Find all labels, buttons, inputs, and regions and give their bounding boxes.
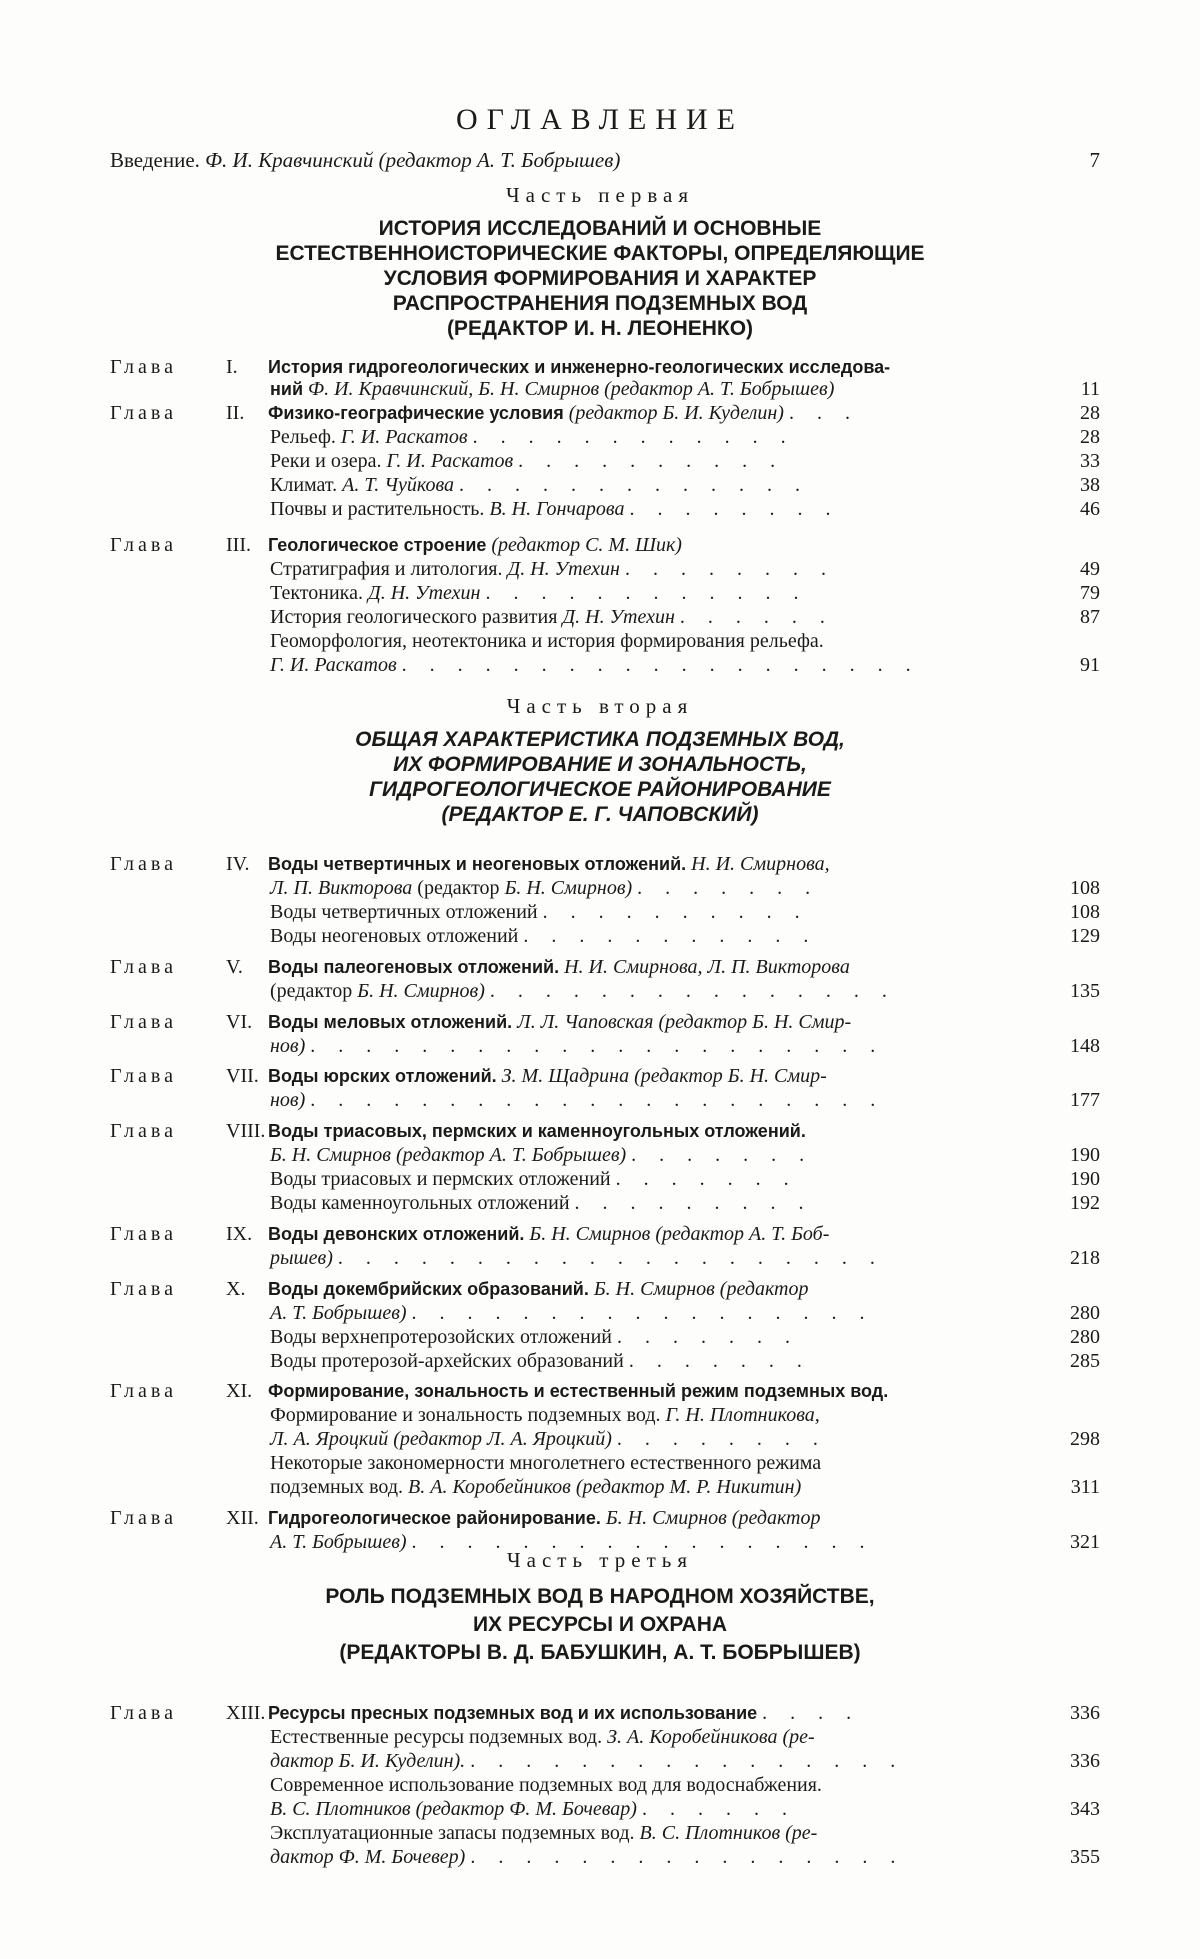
entry-dots: . . . . . . . . . . — [543, 901, 809, 923]
entry-text — [270, 1774, 822, 1797]
page-number: 177 — [1070, 1089, 1100, 1112]
entry-text — [270, 1452, 821, 1475]
entry-rest: Г. И. Раскатов — [336, 426, 468, 448]
page-number: 79 — [1080, 582, 1100, 605]
entry-text — [268, 534, 682, 557]
entry-head: Формирование, зональность и естественный режим подземных вод. — [268, 1381, 888, 1401]
entry-plain: Эксплуатационные запасы подземных вод. — [270, 1822, 635, 1844]
part-title-line: ИСТОРИЯ ИССЛЕДОВАНИЙ И ОСНОВНЫЕ — [150, 216, 1050, 241]
entry-head: ний — [270, 379, 303, 399]
entry-rest: Б. Н. Смирнов) — [352, 980, 485, 1002]
part-title-line: РОЛЬ ПОДЗЕМНЫХ ВОД В НАРОДНОМ ХОЗЯЙСТВЕ, — [150, 1583, 1050, 1611]
entry-head: Воды меловых отложений. — [268, 1012, 512, 1032]
entry-plain2: (редактор — [412, 877, 499, 899]
entry-text — [270, 1247, 884, 1270]
entry-plain: Некоторые закономерности многолетнего естественного режима — [270, 1452, 821, 1474]
entry-dots: . . . . . . . . — [625, 558, 835, 580]
page-number: 190 — [1070, 1168, 1100, 1191]
entry-text — [270, 630, 824, 653]
page-number: 108 — [1070, 877, 1100, 900]
entry-rest: Б. Н. Смирнов (редактор А. Т. Боб- — [524, 1223, 829, 1245]
entry-text — [270, 1168, 798, 1191]
entry-text — [268, 1702, 860, 1725]
entry-rest: З. А. Коробейникова (ре- — [602, 1726, 815, 1748]
page-number: 11 — [1081, 378, 1100, 401]
entry-dots: . . . . . . . . — [629, 498, 839, 520]
page-number: 148 — [1070, 1035, 1100, 1058]
entry-dots: . . . . . . . . . . . . . . . . . . . — [402, 654, 920, 676]
entry-text — [270, 1750, 904, 1773]
entry-text — [270, 1476, 801, 1499]
chapter-number: XII. — [226, 1507, 259, 1530]
entry-text — [268, 1223, 829, 1246]
entry-plain: Воды четвертичных отложений — [270, 901, 538, 923]
entry-text — [270, 654, 920, 677]
chapter-number: IV. — [226, 853, 250, 876]
page-number: 311 — [1071, 1476, 1100, 1499]
entry-rest: В. Н. Гончарова — [484, 498, 624, 520]
entry-rest: Л. А. Яроцкий (редактор Л. А. Яроцкий) — [270, 1428, 612, 1450]
entry-head: Физико-географические условия — [268, 403, 564, 423]
part-title-line: (РЕДАКТОРЫ В. Д. БАБУШКИН, А. Т. БОБРЫШЕВ) — [150, 1639, 1050, 1667]
entry-rest: В. С. Плотников (ре- — [635, 1822, 818, 1844]
entry-dots: . . . . . . . — [629, 1350, 811, 1372]
page-number: 108 — [1070, 901, 1100, 924]
part-label: Часть третья — [0, 1548, 1200, 1573]
entry-rest: В. А. Коробейников (редактор М. Р. Никитин) — [403, 1476, 801, 1498]
page-number: 336 — [1070, 1702, 1100, 1725]
page-number: 355 — [1070, 1846, 1100, 1869]
page-number: 38 — [1080, 474, 1100, 497]
entry-plain: Климат. — [270, 474, 337, 496]
entry-text — [270, 450, 784, 473]
entry-dots: . . . . . . . . . . . . . . . . — [470, 1750, 904, 1772]
entry-text — [270, 426, 795, 449]
entry-rest: З. М. Щадрина (редактор Б. Н. Смир- — [497, 1065, 827, 1087]
entry-text — [270, 1846, 904, 1869]
entry-dots: . . . . . . . . . . . . — [485, 582, 807, 604]
entry-plain: Воды каменноугольных отложений — [270, 1192, 570, 1214]
entry-text — [268, 1380, 888, 1403]
chapter-word: Глава — [110, 1702, 177, 1725]
entry-dots: . . . . . . . . — [617, 1428, 827, 1450]
entry-dots: . . . . . . . — [631, 1144, 813, 1166]
entry-text — [270, 901, 809, 924]
entry-text — [270, 1404, 820, 1427]
entry-plain: Современное использование подземных вод для водоснабжения. — [270, 1774, 822, 1796]
chapter-number: VII. — [226, 1065, 259, 1088]
entry-head: Ресурсы пресных подземных вод и их использование — [268, 1703, 757, 1723]
entry-text — [270, 1531, 874, 1554]
part-title-line: (РЕДАКТОР Е. Г. ЧАПОВСКИЙ) — [150, 802, 1050, 827]
entry-text — [270, 1144, 813, 1167]
entry-text — [270, 1798, 796, 1821]
entry-dots: . . . . . . . . . . . . . . . . — [470, 1846, 904, 1868]
chapter-number: VIII. — [226, 1120, 265, 1143]
entry-rest: Ф. И. Кравчинский, Б. Н. Смирнов (редактор А. Т. Бобрышев) — [303, 378, 834, 400]
entry-dots: . . . — [789, 402, 859, 424]
entry-text — [268, 402, 859, 425]
chapter-number: X. — [226, 1278, 245, 1301]
chapter-number: III. — [226, 534, 251, 557]
chapter-number: XIII. — [226, 1702, 265, 1725]
entry-dots: . . . . . . . . . . . . . . . . . . . . — [338, 1247, 884, 1269]
page-number: 218 — [1070, 1247, 1100, 1270]
entry-rest: Н. И. Смирнова, — [686, 853, 829, 875]
entry-rest: Г. И. Раскатов — [270, 654, 397, 676]
entry-rest: Д. Н. Утехин — [363, 582, 480, 604]
entry-rest: В. С. Плотников (редактор Ф. М. Бочевар) — [270, 1798, 637, 1820]
entry-text — [270, 582, 807, 605]
page-number: 298 — [1070, 1428, 1100, 1451]
part-title-line: РАСПРОСТРАНЕНИЯ ПОДЗЕМНЫХ ВОД — [150, 291, 1050, 316]
entry-text — [268, 1011, 851, 1034]
chapter-word: Глава — [110, 853, 177, 876]
chapter-number: IX. — [226, 1223, 252, 1246]
entry-text — [268, 956, 850, 979]
entry-text — [270, 378, 834, 401]
entry-text — [270, 1350, 811, 1373]
entry-text — [270, 980, 896, 1003]
entry-head: Воды четвертичных и неогеновых отложений. — [268, 854, 686, 874]
entry-plain: Реки и озера. — [270, 450, 382, 472]
entry-text — [270, 558, 835, 581]
chapter-word: Глава — [110, 956, 177, 979]
entry-text — [270, 1822, 817, 1845]
entry-text — [270, 1326, 799, 1349]
entry-rest: рышев) — [270, 1247, 333, 1269]
entry-text — [270, 606, 834, 629]
entry-plain: Воды протерозой-архейских образований — [270, 1350, 624, 1372]
entry-text — [270, 474, 809, 497]
entry-plain: Воды верхнепротерозойских отложений — [270, 1326, 612, 1348]
intro-authors: Ф. И. Кравчинский (редактор А. Т. Бобрышев) — [205, 148, 620, 172]
entry-dots: . . . . . . . . . . — [518, 450, 784, 472]
page-number: 91 — [1080, 654, 1100, 677]
entry-rest: (редактор Б. И. Куделин) — [564, 402, 784, 424]
chapter-word: Глава — [110, 1011, 177, 1034]
entry-text — [270, 1035, 884, 1058]
entry-dots: . . . . . . — [680, 606, 834, 628]
entry-rest: Д. Н. Утехин — [557, 606, 674, 628]
entry-dots: . . . . . . . — [637, 877, 819, 899]
entry-head: Воды девонских отложений. — [268, 1224, 524, 1244]
intro-page: 7 — [1090, 148, 1101, 173]
entry-rest: Л. Л. Чаповская (редактор Б. Н. Смир- — [512, 1011, 851, 1033]
page-number: 28 — [1080, 426, 1100, 449]
entry-dots: . . . . . . . . . — [575, 1192, 813, 1214]
entry-rest: Л. П. Викторова — [270, 877, 412, 899]
entry-rest: нов) — [270, 1035, 305, 1057]
entry-rest: А. Т. Бобрышев) — [270, 1302, 407, 1324]
entry-plain: (редактор — [270, 980, 352, 1002]
entry-text — [268, 1278, 809, 1301]
entry-head: Воды палеогеновых отложений. — [268, 957, 559, 977]
chapter-number: XI. — [226, 1380, 252, 1403]
entry-text — [270, 877, 819, 900]
entry-rest: Б. Н. Смирнов (редактор — [589, 1278, 809, 1300]
entry-text — [268, 853, 830, 876]
page-number: 280 — [1070, 1302, 1100, 1325]
part-title-line: ИХ РЕСУРСЫ И ОХРАНА — [150, 1611, 1050, 1639]
chapter-number: VI. — [226, 1011, 252, 1034]
page-number: 285 — [1070, 1350, 1100, 1373]
entry-dots: . . . . . . . . . . . . . . . . . . . . . — [310, 1089, 884, 1111]
intro-label: Введение. — [110, 148, 200, 172]
entry-rest: (редактор С. М. Шик) — [486, 534, 682, 556]
entry-plain: Воды неогеновых отложений — [270, 925, 518, 947]
entry-dots: . . . . . . . . . . . — [523, 925, 817, 947]
page-number: 321 — [1070, 1531, 1100, 1554]
entry-rest: Д. Н. Утехин — [503, 558, 620, 580]
entry-plain: Рельеф. — [270, 426, 336, 448]
entry-text — [268, 1065, 827, 1088]
entry-plain: Тектоника. — [270, 582, 363, 604]
entry-rest: дактор Ф. М. Бочевер) — [270, 1846, 465, 1868]
page-number: 87 — [1080, 606, 1100, 629]
entry-dots: . . . . . . . . . . . . . . . . . — [412, 1302, 874, 1324]
chapter-word: Глава — [110, 356, 177, 379]
chapter-number: V. — [226, 956, 243, 979]
toc-title: ОГЛАВЛЕНИЕ — [0, 103, 1200, 137]
entry-rest: нов) — [270, 1089, 305, 1111]
entry-rest: Г. Н. Плотникова, — [661, 1404, 820, 1426]
part-label: Часть вторая — [0, 694, 1200, 719]
page-number: 49 — [1080, 558, 1100, 581]
chapter-number: I. — [226, 356, 238, 379]
chapter-word: Глава — [110, 1380, 177, 1403]
part-title-line: ГИДРОГЕОЛОГИЧЕСКОЕ РАЙОНИРОВАНИЕ — [150, 777, 1050, 802]
entry-dots: . . . . . . . — [617, 1326, 799, 1348]
page-number: 46 — [1080, 498, 1100, 521]
entry-head: Воды юрских отложений. — [268, 1066, 497, 1086]
entry-plain: История геологического развития — [270, 606, 557, 628]
entry-text — [270, 1428, 827, 1451]
entry-rest: А. Т. Бобрышев) — [270, 1531, 407, 1553]
entry-plain: Формирование и зональность подземных вод. — [270, 1404, 661, 1426]
entry-text — [268, 356, 890, 379]
part-title-line: ИХ ФОРМИРОВАНИЕ И ЗОНАЛЬНОСТЬ, — [150, 752, 1050, 777]
part-title-line: (РЕДАКТОР И. Н. ЛЕОНЕНКО) — [150, 316, 1050, 341]
entry-text — [270, 1192, 813, 1215]
entry-rest: Б. Н. Смирнов (редактор — [601, 1507, 821, 1529]
page-number: 192 — [1070, 1192, 1100, 1215]
part-title-line: УСЛОВИЯ ФОРМИРОВАНИЯ И ХАРАКТЕР — [150, 266, 1050, 291]
entry-dots: . . . . . . . . . . . . — [473, 426, 795, 448]
entry-plain: подземных вод. — [270, 1476, 403, 1498]
entry-rest2: Б. Н. Смирнов) — [500, 877, 633, 899]
page-number: 135 — [1070, 980, 1100, 1003]
entry-text — [270, 925, 817, 948]
entry-text — [270, 1089, 884, 1112]
chapter-word: Глава — [110, 1120, 177, 1143]
entry-dots: . . . . . . . — [616, 1168, 798, 1190]
entry-head: Воды докембрийских образований. — [268, 1279, 589, 1299]
page-number: 343 — [1070, 1798, 1100, 1821]
entry-text — [268, 1120, 806, 1143]
page-number: 129 — [1070, 925, 1100, 948]
entry-dots: . . . . . . . . . . . . . . . . . — [412, 1531, 874, 1553]
entry-head: Гидрогеологическое районирование. — [268, 1508, 601, 1528]
entry-dots: . . . . . . . . . . . . . . . . . . . . . — [310, 1035, 884, 1057]
entry-head: Воды триасовых, пермских и каменноугольных отложений. — [268, 1121, 806, 1141]
entry-plain: Воды триасовых и пермских отложений — [270, 1168, 611, 1190]
entry-plain: Почвы и растительность. — [270, 498, 484, 520]
entry-rest: Н. И. Смирнова, Л. П. Викторова — [559, 956, 850, 978]
page-number: 33 — [1080, 450, 1100, 473]
chapter-word: Глава — [110, 1223, 177, 1246]
part-title — [150, 727, 1050, 827]
intro-entry — [110, 148, 1100, 173]
chapter-number: II. — [226, 402, 244, 425]
entry-head: История гидрогеологических и инженерно-геологических исследова- — [268, 357, 890, 377]
entry-plain: Естественные ресурсы подземных вод. — [270, 1726, 602, 1748]
entry-rest: Б. Н. Смирнов (редактор А. Т. Бобрышев) — [270, 1144, 626, 1166]
chapter-word: Глава — [110, 1278, 177, 1301]
entry-dots: . . . . . . . . . . . . . . . — [490, 980, 896, 1002]
part-label: Часть первая — [0, 183, 1200, 208]
entry-text — [268, 1507, 820, 1530]
page-number: 190 — [1070, 1144, 1100, 1167]
entry-dots: . . . . . . . . . . . . . — [459, 474, 809, 496]
chapter-word: Глава — [110, 534, 177, 557]
chapter-word: Глава — [110, 1507, 177, 1530]
page-number: 28 — [1080, 402, 1100, 425]
entry-plain: Стратиграфия и литология. — [270, 558, 503, 580]
entry-plain: Геоморфология, неотектоника и история формирования рельефа. — [270, 630, 824, 652]
part-title — [150, 216, 1050, 341]
part-title — [150, 1583, 1050, 1667]
chapter-word: Глава — [110, 402, 177, 425]
entry-dots: . . . . — [762, 1702, 860, 1724]
entry-head: Геологическое строение — [268, 535, 486, 555]
entry-dots: . . . . . . — [642, 1798, 796, 1820]
entry-rest: дактор Б. И. Куделин). — [270, 1750, 465, 1772]
entry-rest: А. Т. Чуйкова — [337, 474, 454, 496]
entry-rest: Г. И. Раскатов — [382, 450, 514, 472]
page-number: 336 — [1070, 1750, 1100, 1773]
part-title-line: ЕСТЕСТВЕННОИСТОРИЧЕСКИЕ ФАКТОРЫ, ОПРЕДЕЛЯЮЩИЕ — [150, 241, 1050, 266]
page-number: 280 — [1070, 1326, 1100, 1349]
part-title-line: ОБЩАЯ ХАРАКТЕРИСТИКА ПОДЗЕМНЫХ ВОД, — [150, 727, 1050, 752]
chapter-word: Глава — [110, 1065, 177, 1088]
toc-page — [0, 0, 1200, 1959]
entry-text — [270, 1302, 874, 1325]
entry-text — [270, 1726, 815, 1749]
entry-text — [270, 498, 839, 521]
